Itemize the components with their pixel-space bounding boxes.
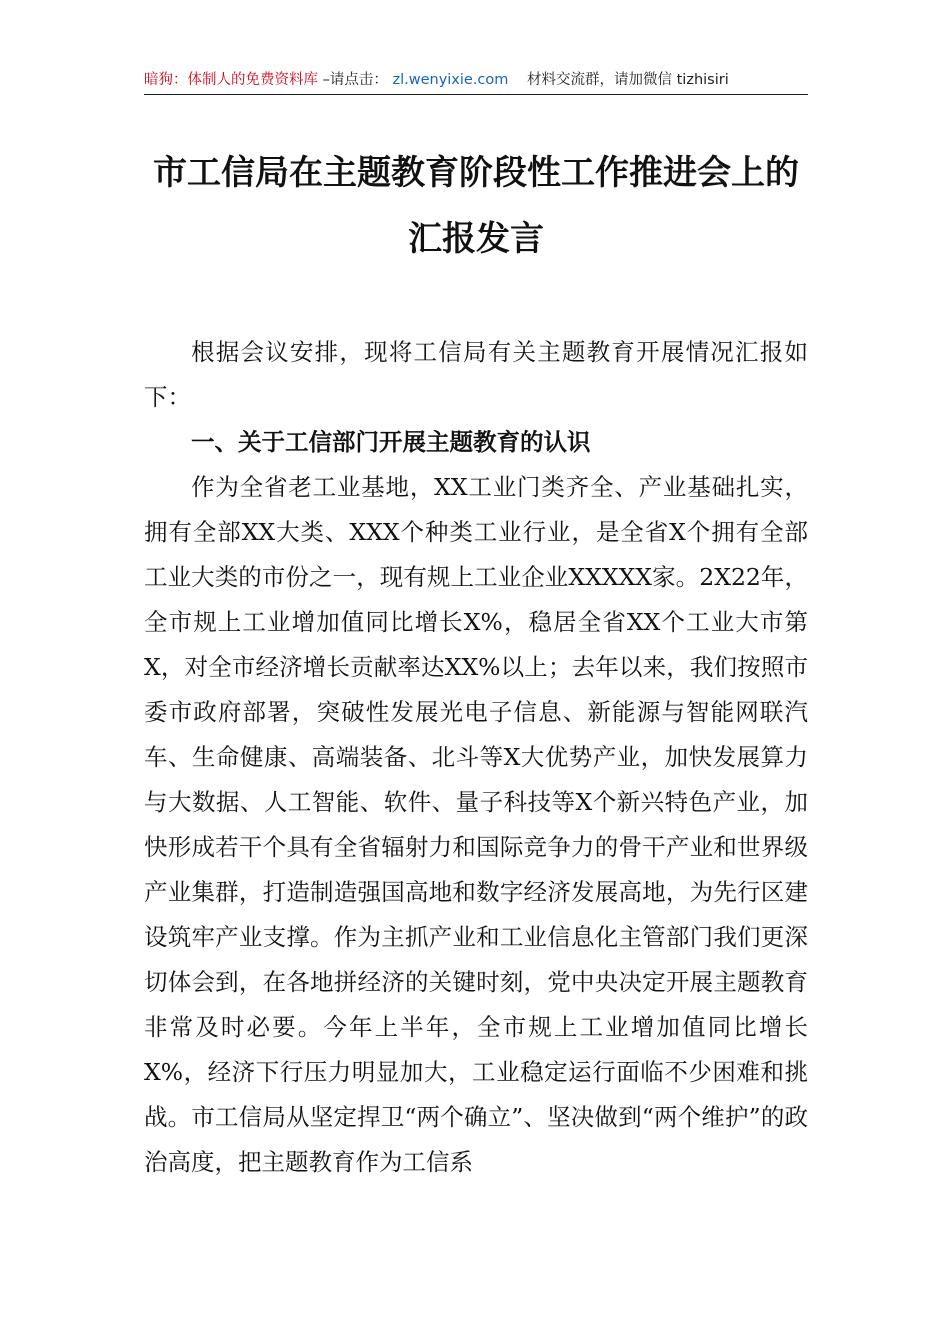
header-url-link[interactable]: zl.wenyixie.com xyxy=(392,72,509,88)
section-heading: 一、关于工信部门开展主题教育的认识 xyxy=(191,428,591,456)
header-prompt: –请点击： xyxy=(322,72,388,88)
intro-paragraph: 根据会议安排，现将工信局有关主题教育开展情况汇报如下： xyxy=(144,338,808,411)
document-body xyxy=(144,330,808,1185)
page-header xyxy=(144,66,808,95)
document-title: 市工信局在主题教育阶段性工作推进会上的汇报发言 xyxy=(153,153,799,259)
header-contact: 材料交流群，请加微信 tizhisiri xyxy=(527,72,729,88)
section-paragraph: 作为全省老工业基地，XX工业门类齐全、产业基础扎实，拥有全部XX大类、XXX个种类工业行业，是全省X个拥有全部工业大类的市份之一，现有规上工业企业XXXXX家。2X22年，全市规上工业增加值同比增长X%，稳居全省XX个工业大市第X，对全市经济增长贡献率达XX%以上；去年以来，我们按照市委市政府部署，突破性发展光电子信息、新能源与智能网联汽车、生命健康、高端装备、北斗等X大优势产业，加快发展算力与大数据、人工智能、软件、量子科技等X个新兴特色产业，加快形成若干个具有全省辐射力和国际竞争力的骨干产业和世界级产业集群，打造制造强国高地和数字经济发展高地，为先行区建设筑牢产业支撑。作为主抓产业和工业信息化主管部门我们更深切体会到，在各地拼经济的关键时刻，党中央决定开展主题教育非常及时必要。今年上半年，全市规上工业增加值同比增长X%，经济下行压力明显加大，工业稳定运行面临不少困难和挑战。市工信局从坚定捍卫“两个确立”、坚决做到“两个维护”的政治高度，把主题教育作为工信系 xyxy=(144,473,808,1176)
header-brand: 暗狗：体制人的免费资料库 xyxy=(144,72,318,88)
